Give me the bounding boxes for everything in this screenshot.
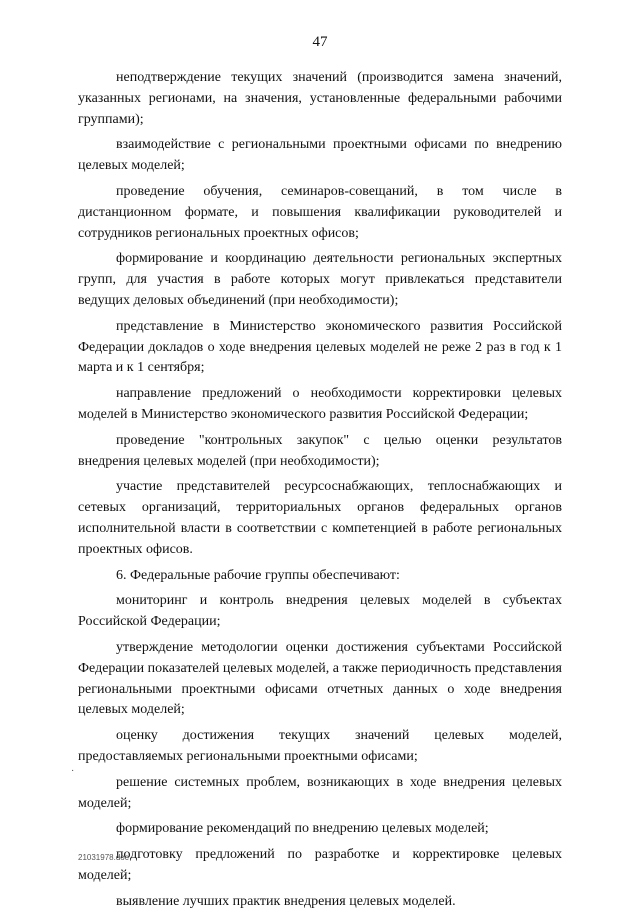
paragraph: подготовку предложений по разработке и корректировке целевых моделей; xyxy=(78,847,562,883)
paragraph: неподтверждение текущих значений (производится замена значений, указанных регионами, на значения, установленные федеральными рабочими группами); xyxy=(78,70,562,127)
margin-mark: · xyxy=(71,765,75,776)
paragraph: утверждение методологии оценки достижения субъектами Российской Федерации показателей целевых моделей, а также периодичность представления региональными проектными офисами отчетных данных о ходе внедрения целевых моделей; xyxy=(78,639,562,718)
paragraph: оценку достижения текущих значений целевых моделей, предоставляемых региональными проектными офисами; xyxy=(78,728,562,764)
footer-filename: 21031978.doc xyxy=(78,853,129,862)
paragraph: проведение обучения, семинаров-совещаний, в том числе в дистанционном формате, и повышения квалификации руководителей и сотрудников региональных проектных офисов; xyxy=(78,183,562,241)
paragraph: проведение "контрольных закупок" с целью оценки результатов внедрения целевых моделей (при необходимости); xyxy=(78,432,562,469)
paragraph: решение системных проблем, возникающих в ходе внедрения целевых моделей; xyxy=(78,774,562,811)
paragraph: взаимодействие с региональными проектными офисами по внедрению целевых моделей; xyxy=(78,137,562,174)
section-heading: 6. Федеральные рабочие группы обеспечивают: xyxy=(116,567,400,583)
paragraph: участие представителей ресурсоснабжающих, теплоснабжающих и сетевых организаций, территориальных органов федеральных органов исполнительной власти в соответствии с компетенцией в работе региональных проектных офисов. xyxy=(78,479,562,557)
paragraph: формирование рекомендаций по внедрению целевых моделей; xyxy=(116,821,489,837)
paragraph: мониторинг и контроль внедрения целевых моделей в субъектах Российской Федерации; xyxy=(78,593,562,630)
paragraph: представление в Министерство экономического развития Российской Федерации докладов о ходе внедрения целевых моделей не реже 2 раз в год к 1 марта и к 1 сентября; xyxy=(78,318,562,376)
paragraph: направление предложений о необходимости корректировки целевых моделей в Министерство экономического развития Российской Федерации; xyxy=(78,386,562,422)
page-number: 47 xyxy=(312,34,328,50)
paragraph: выявление лучших практик внедрения целевых моделей. xyxy=(116,893,456,909)
body-text xyxy=(78,68,562,917)
paragraph: формирование и координацию деятельности региональных экспертных групп, для участия в работе которых могут привлекаться представители ведущих деловых объединений (при необходимости); xyxy=(78,251,562,308)
